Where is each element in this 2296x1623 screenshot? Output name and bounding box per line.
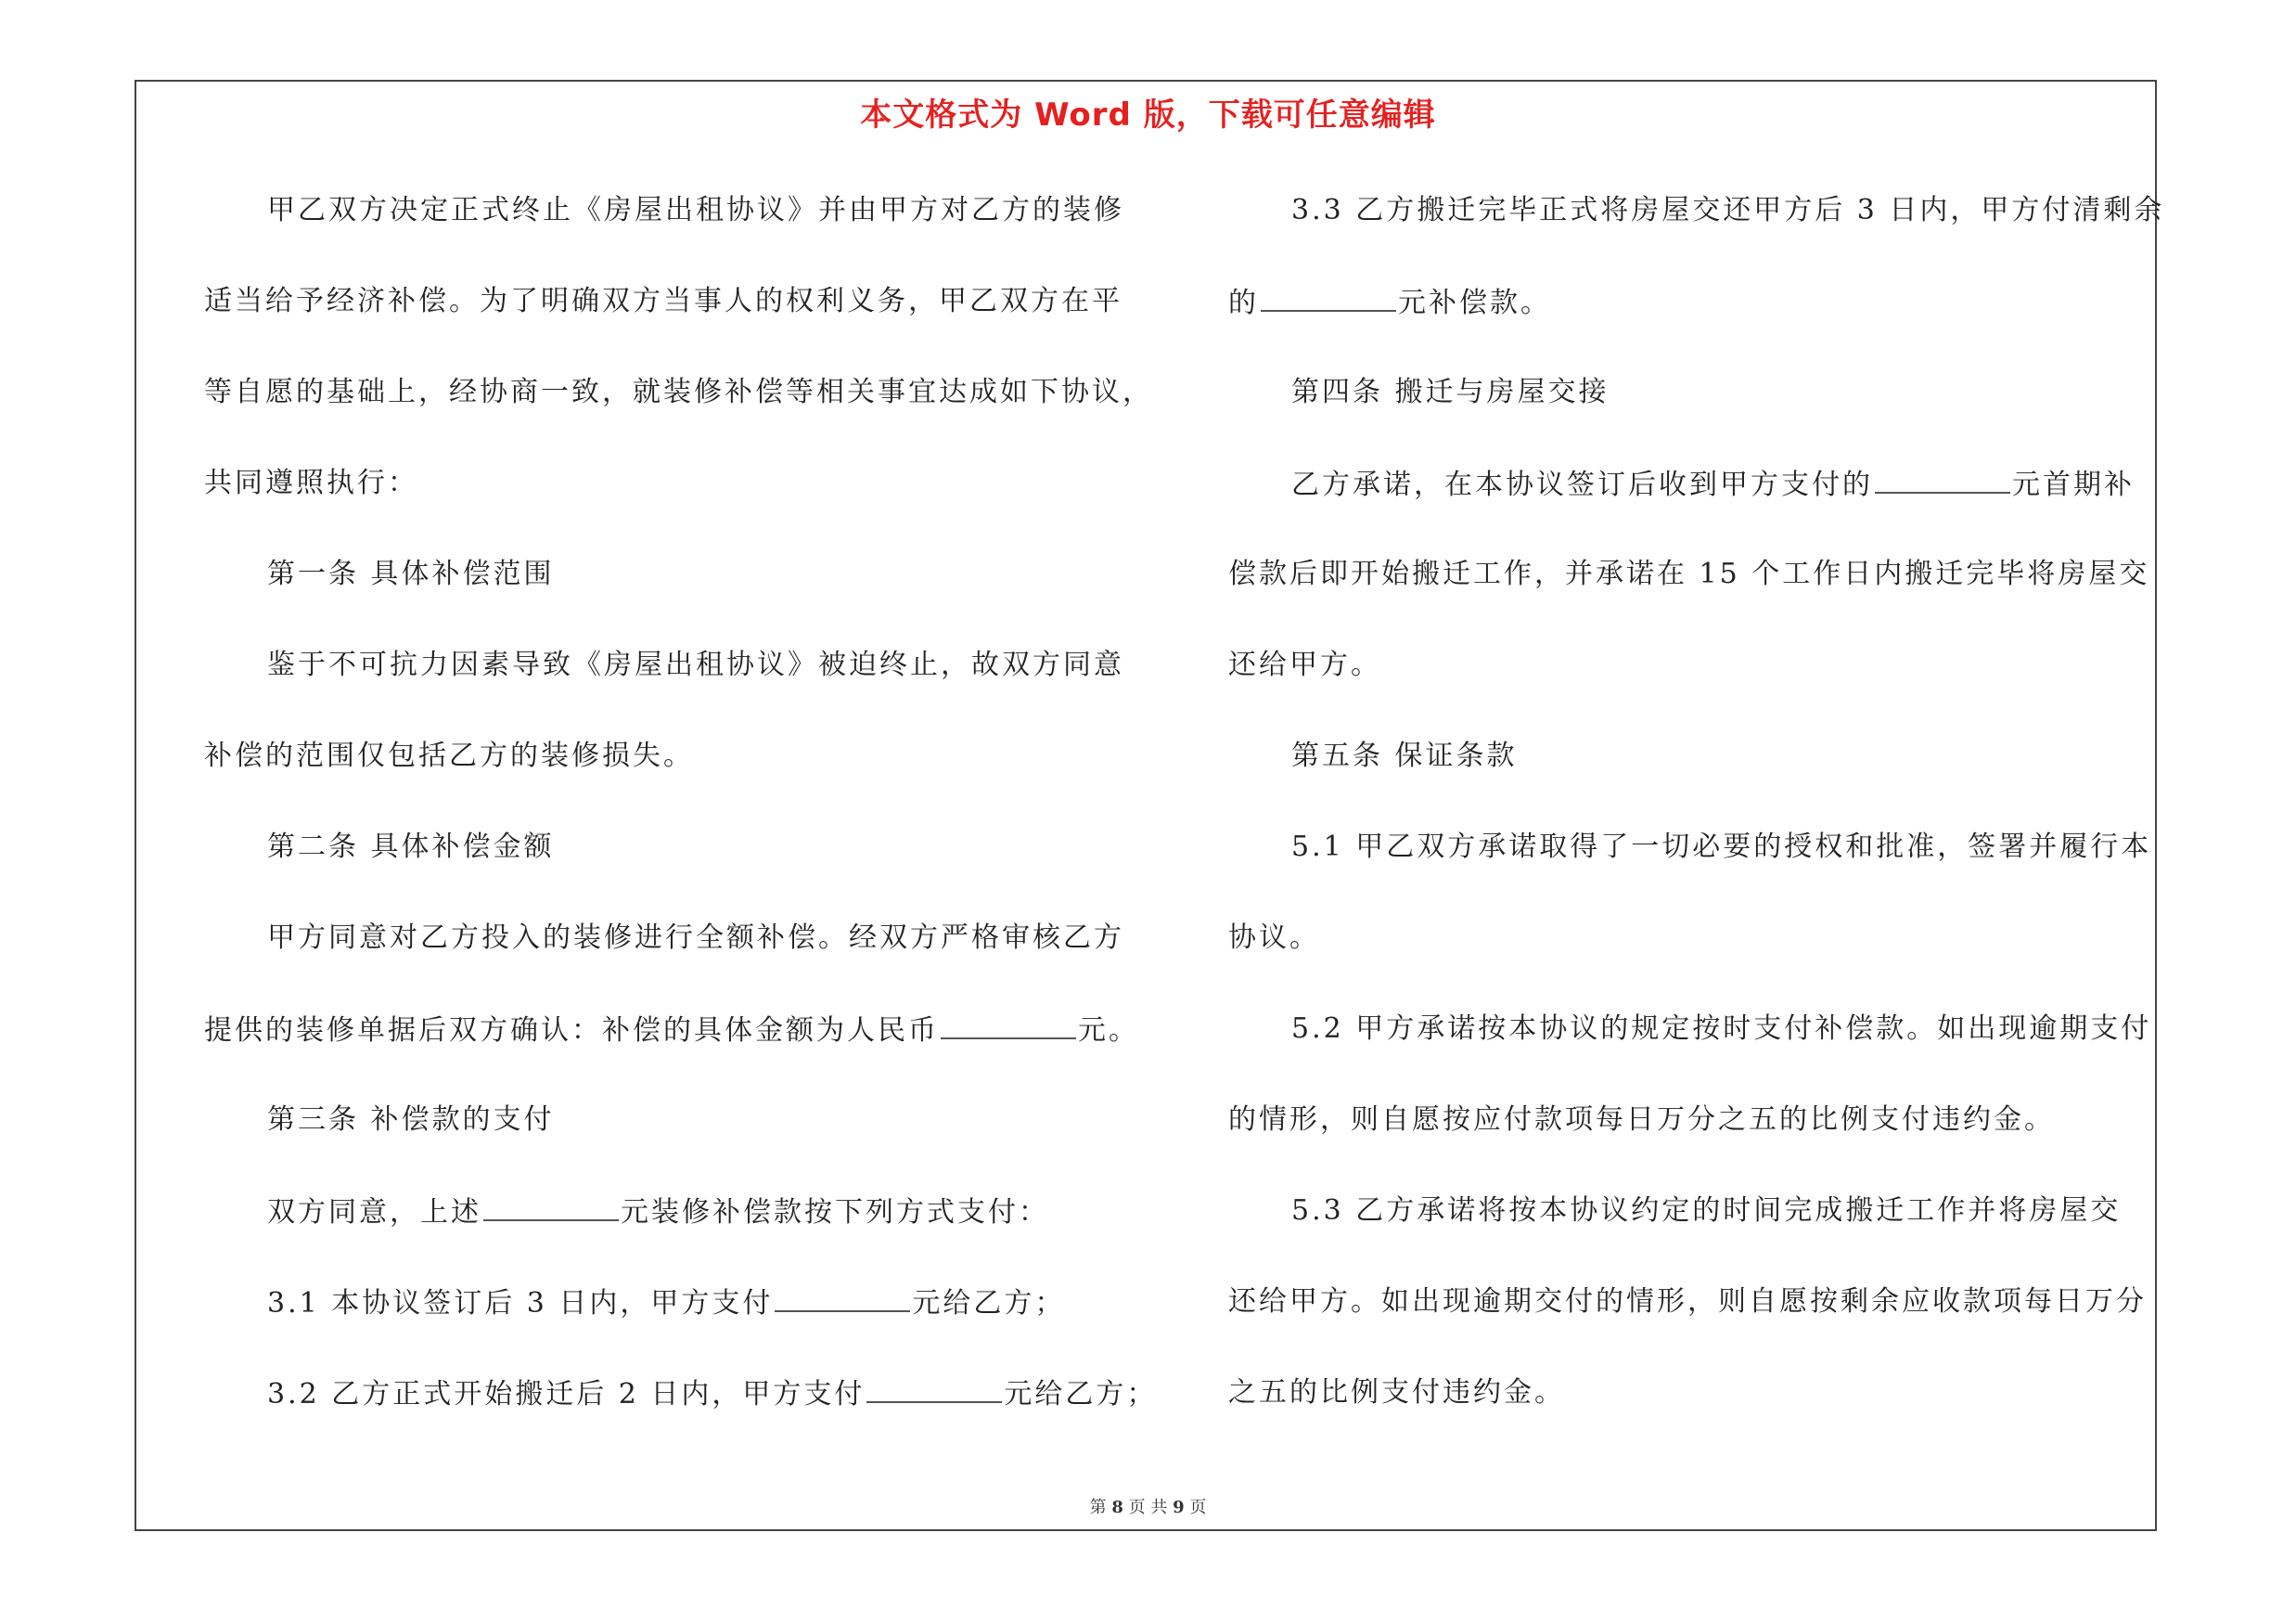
- amount-blank: [941, 1004, 1076, 1039]
- clause-3-1: [204, 1277, 1132, 1368]
- amount-blank: [483, 1186, 619, 1221]
- article-4-title: 第四条 搬迁与房屋交接: [1291, 376, 1610, 408]
- clause-3-1-text: 3.1 本协议签订后 3 日内，甲方支付: [267, 1287, 774, 1320]
- article-2-title: 第二条 具体补偿金额: [267, 831, 555, 863]
- article-4-line-1-suffix: 元首期补: [2012, 469, 2135, 501]
- clause-5-3-line-3: 之五的比例支付违约金。: [1228, 1376, 1565, 1409]
- clause-3-3-line-2: [1228, 277, 2156, 367]
- current-page-number: 8: [1111, 1498, 1123, 1517]
- article-2-line-1: 甲方同意对乙方投入的装修进行全额补偿。经双方严格审核乙方: [267, 921, 1124, 954]
- intro-line-3: 等自愿的基础上，经协商一致，就装修补偿等相关事宜达成如下协议，: [204, 376, 1153, 408]
- article-3-title: 第三条 补偿款的支付: [267, 1103, 555, 1136]
- page-footer: [0, 1494, 2296, 1518]
- amount-blank: [775, 1277, 910, 1312]
- clause-5-1-line-2: 协议。: [1228, 921, 1320, 954]
- intro-line-4: 共同遵照执行：: [204, 467, 418, 499]
- article-5-title: 第五条 保证条款: [1291, 740, 1518, 772]
- clause-3-1-suffix: 元给乙方；: [912, 1287, 1066, 1320]
- article-1-line-2: 补偿的范围仅包括乙方的装修损失。: [204, 740, 694, 772]
- amount-blank: [866, 1368, 1002, 1403]
- amount-blank: [1875, 458, 2010, 494]
- article-4-line-1: [1228, 458, 2156, 549]
- left-column: [204, 186, 1158, 1459]
- right-column: [1228, 186, 2165, 1459]
- clause-3-3-line-1: 3.3 乙方搬迁完毕正式将房屋交还甲方后 3 日内，甲方付清剩余: [1291, 194, 2165, 226]
- article-1-title: 第一条 具体补偿范围: [267, 558, 555, 590]
- intro-line-1: 甲乙双方决定正式终止《房屋出租协议》并由甲方对乙方的装修: [267, 194, 1124, 226]
- clause-3-3-line-2-suffix: 元补偿款。: [1398, 287, 1551, 319]
- article-2-line-2-suffix: 元。: [1078, 1014, 1139, 1047]
- intro-line-2: 适当给予经济补偿。为了明确双方当事人的权利义务，甲乙双方在平: [204, 285, 1122, 317]
- clause-5-3-line-2: 还给甲方。如出现逾期交付的情形，则自愿按剩余应收款项每日万分: [1228, 1285, 2147, 1318]
- article-4-line-3: 还给甲方。: [1228, 649, 1381, 681]
- editable-banner: 本文格式为 Word 版，下载可任意编辑: [860, 97, 1436, 134]
- article-4-line-1-text: 乙方承诺，在本协议签订后收到甲方支付的: [1291, 469, 1873, 501]
- clause-5-2-line-2: 的情形，则自愿按应付款项每日万分之五的比例支付违约金。: [1228, 1103, 2055, 1136]
- clause-3-2: [204, 1368, 1158, 1459]
- article-2-line-2: [204, 1004, 1139, 1095]
- clause-5-2-line-1: 5.2 甲方承诺按本协议的规定按时支付补偿款。如出现逾期支付: [1291, 1012, 2152, 1045]
- article-4-line-2: 偿款后即开始搬迁工作，并承诺在 15 个工作日内搬迁完毕将房屋交: [1228, 558, 2150, 590]
- footer-middle: 页 共: [1128, 1498, 1168, 1517]
- article-1-line-1: 鉴于不可抗力因素导致《房屋出租协议》被迫终止，故双方同意: [267, 649, 1124, 681]
- clause-3-2-suffix: 元给乙方；: [1004, 1378, 1158, 1410]
- article-3-line-1-suffix: 元装修补偿款按下列方式支付：: [621, 1196, 1049, 1229]
- clause-5-1-line-1: 5.1 甲乙双方承诺取得了一切必要的授权和批准，签署并履行本: [1291, 831, 2152, 863]
- article-3-line-1: [204, 1186, 1132, 1277]
- amount-blank: [1261, 277, 1396, 312]
- article-3-line-1-text: 双方同意，上述: [267, 1196, 481, 1229]
- footer-suffix: 页: [1189, 1498, 1207, 1517]
- clause-3-2-text: 3.2 乙方正式开始搬迁后 2 日内，甲方支付: [267, 1378, 866, 1410]
- footer-prefix: 第: [1089, 1498, 1107, 1517]
- clause-5-3-line-1: 5.3 乙方承诺将按本协议约定的时间完成搬迁工作并将房屋交: [1291, 1194, 2122, 1227]
- article-2-line-2-text: 提供的装修单据后双方确认：补偿的具体金额为人民币: [204, 1014, 939, 1047]
- total-pages-number: 9: [1173, 1498, 1185, 1517]
- clause-3-3-line-2-text: 的: [1228, 287, 1259, 319]
